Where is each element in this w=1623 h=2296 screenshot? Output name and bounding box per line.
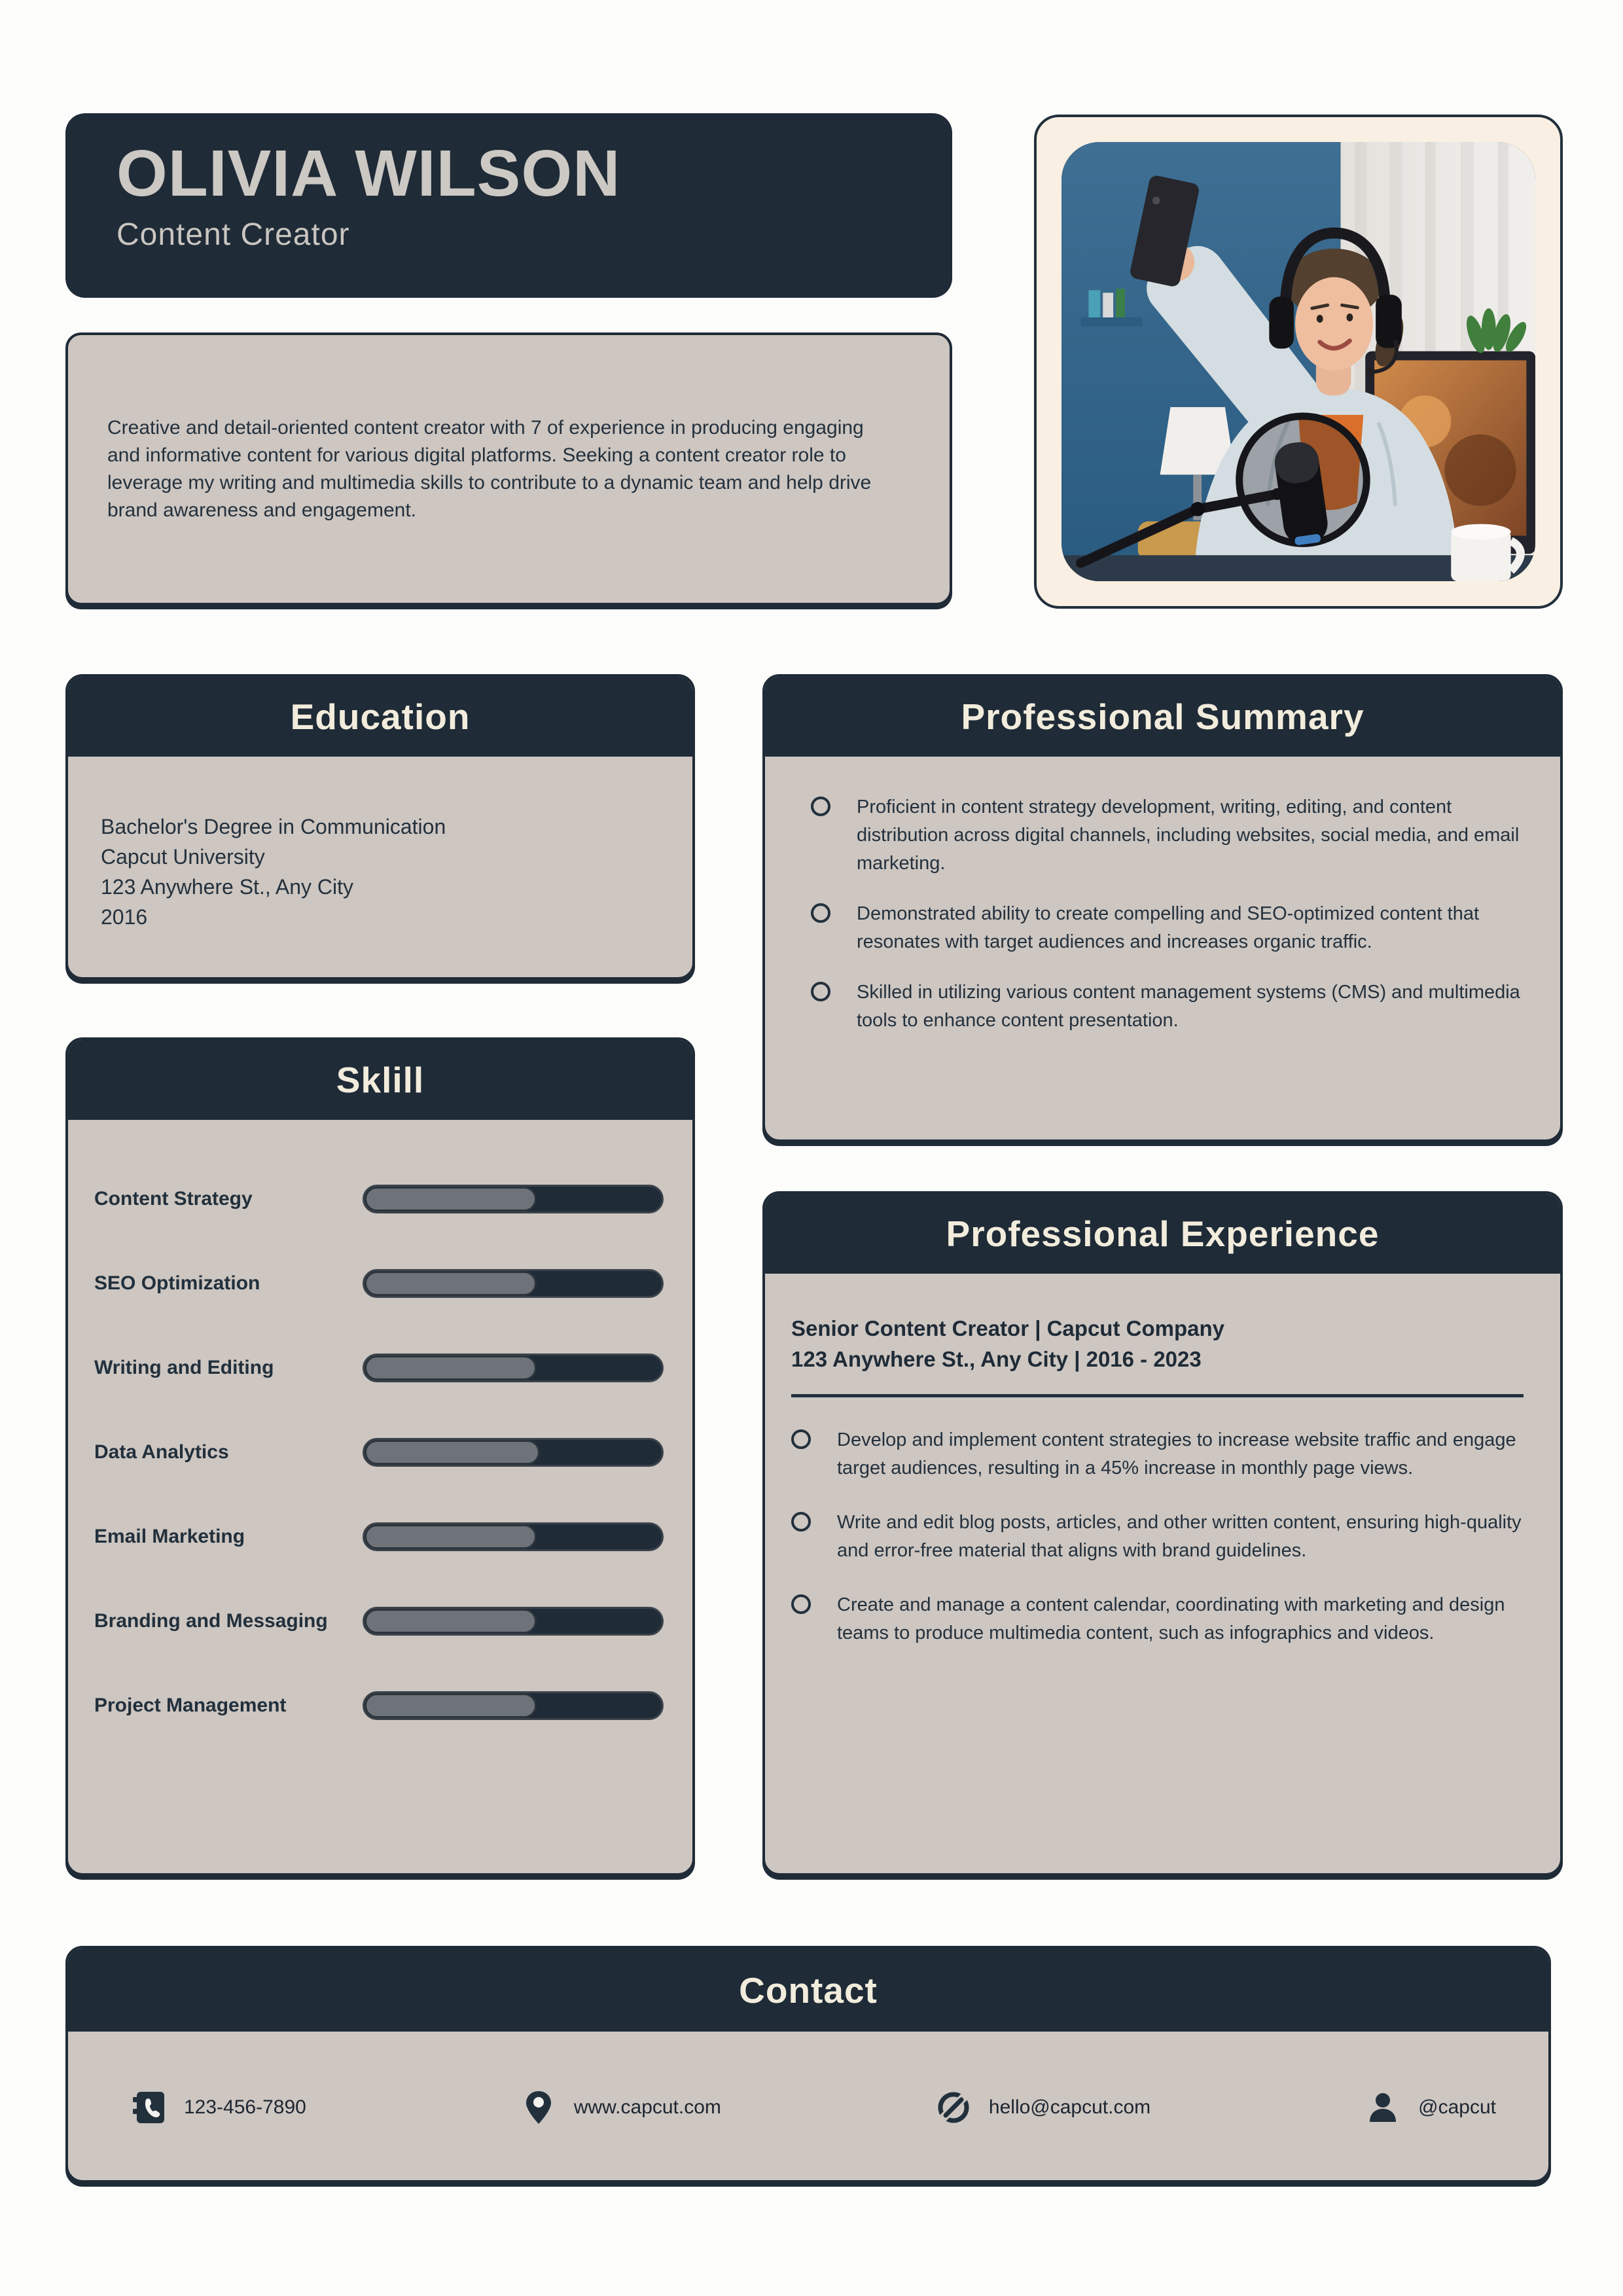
skill-label: Project Management — [94, 1694, 287, 1716]
education-title: Education — [290, 696, 471, 737]
contact-email-text: hello@capcut.com — [988, 2096, 1151, 2118]
contact-item-phone — [130, 2089, 306, 2126]
skill-bar-fill — [365, 1187, 537, 1211]
skill-bar — [363, 1269, 664, 1298]
contact-header — [68, 1948, 1548, 2032]
profile-photo-card — [1034, 115, 1563, 609]
skill-label: Email Marketing — [94, 1525, 245, 1547]
skill-bar — [363, 1185, 664, 1213]
contact-title: Contact — [739, 1969, 878, 2011]
experience-bullet — [791, 1591, 1529, 1647]
summary-bullet — [811, 793, 1526, 878]
professional-summary-title: Professional Summary — [961, 696, 1364, 737]
skill-bar — [363, 1354, 664, 1382]
location-icon — [520, 2089, 557, 2126]
summary-bullet-text: Proficient in content strategy development, writing, editing, and content distribution across digital channels, including websites, social media, and email marketing. — [857, 797, 1520, 874]
skill-label: Content Strategy — [94, 1187, 253, 1210]
professional-summary-card — [762, 674, 1563, 1142]
skills-title: Sklill — [336, 1060, 425, 1100]
skill-bar-fill — [365, 1609, 537, 1634]
summary-bullet — [811, 978, 1526, 1035]
skill-bar-fill — [365, 1693, 537, 1718]
experience-header — [765, 1194, 1560, 1274]
contact-body — [68, 2032, 1548, 2183]
skills-body — [68, 1120, 692, 1748]
skill-row — [94, 1325, 664, 1410]
skill-bar — [363, 1607, 664, 1636]
experience-meta: 123 Anywhere St., Any City | 2016 - 2023 — [791, 1347, 1202, 1371]
skill-bar-fill — [365, 1524, 537, 1549]
bullet-circle-icon — [811, 797, 830, 816]
contact-phone-text: 123-456-7890 — [184, 2096, 306, 2118]
experience-body — [765, 1274, 1560, 1647]
education-school: Capcut University — [101, 845, 265, 869]
user-icon — [1364, 2089, 1401, 2126]
contact-item-email — [935, 2089, 1150, 2126]
education-card — [65, 674, 695, 980]
contact-handle-text: @capcut — [1418, 2096, 1496, 2118]
experience-title: Professional Experience — [946, 1213, 1380, 1254]
contact-item-website — [520, 2089, 721, 2126]
person-job-title: Content Creator — [116, 217, 350, 252]
skill-bar — [363, 1522, 664, 1551]
skill-bar-fill — [365, 1271, 537, 1296]
experience-divider — [791, 1394, 1524, 1397]
intro-summary-text: Creative and detail-oriented content creator with 7 of experience in producing engaging and informative content for various digital platforms. Seeking a content creator role to leverage my writing and multimedia skills to contribute to a dynamic team and help drive brand awareness and engagement. — [107, 416, 872, 521]
experience-card — [762, 1191, 1563, 1876]
skill-bar-fill — [365, 1355, 537, 1380]
bullet-circle-icon — [811, 982, 830, 1001]
experience-bullet-text: Develop and implement content strategies to increase website traffic and engage target audiences, resulting in a 45% increase in monthly page views. — [837, 1429, 1516, 1479]
skill-bar — [363, 1438, 664, 1467]
skill-row — [94, 1494, 664, 1579]
skill-row — [94, 1579, 664, 1663]
skill-row — [94, 1410, 664, 1494]
experience-bullet-text: Write and edit blog posts, articles, and other written content, ensuring high-quality and error-free material that aligns with brand guidelines. — [837, 1512, 1522, 1561]
professional-summary-header — [765, 677, 1560, 757]
education-header — [68, 677, 692, 757]
experience-bullet — [791, 1426, 1529, 1482]
summary-bullet-text: Skilled in utilizing various content management systems (CMS) and multimedia tools to enhance content presentation. — [857, 982, 1520, 1031]
skill-bar — [363, 1691, 664, 1720]
experience-bullet-text: Create and manage a content calendar, coordinating with marketing and design teams to produce multimedia content, such as infographics and videos. — [837, 1594, 1505, 1643]
skill-row — [94, 1663, 664, 1748]
name-header-card — [65, 113, 952, 298]
experience-bullet — [791, 1509, 1529, 1565]
bullet-circle-icon — [791, 1594, 811, 1614]
link-icon — [935, 2089, 972, 2126]
skill-label: Data Analytics — [94, 1441, 229, 1463]
skill-label: Writing and Editing — [94, 1356, 274, 1378]
professional-summary-body — [765, 757, 1560, 1035]
bullet-circle-icon — [791, 1429, 811, 1449]
contact-item-handle — [1364, 2089, 1496, 2126]
profile-photo — [1061, 142, 1535, 581]
experience-role: Senior Content Creator | Capcut Company — [791, 1316, 1224, 1340]
education-address: 123 Anywhere St., Any City — [101, 875, 353, 899]
skills-header — [68, 1040, 692, 1120]
profile-photo-illustration — [1061, 142, 1535, 581]
bullet-circle-icon — [811, 903, 830, 923]
summary-bullet — [811, 900, 1526, 956]
contact-card — [65, 1946, 1551, 2183]
education-body — [68, 757, 692, 932]
skill-label: Branding and Messaging — [94, 1609, 328, 1632]
intro-summary-card — [65, 332, 952, 605]
education-year: 2016 — [101, 905, 148, 929]
person-name: OLIVIA WILSON — [116, 137, 621, 210]
contact-website-text: www.capcut.com — [573, 2096, 721, 2118]
skills-card — [65, 1037, 695, 1876]
bullet-circle-icon — [791, 1512, 811, 1532]
skill-label: SEO Optimization — [94, 1272, 260, 1294]
education-degree: Bachelor's Degree in Communication — [101, 815, 446, 838]
summary-bullet-text: Demonstrated ability to create compelling and SEO-optimized content that resonates with target audiences and increases organic traffic. — [857, 903, 1480, 952]
skill-row — [94, 1241, 664, 1325]
skill-row — [94, 1157, 664, 1241]
phone-icon — [130, 2089, 167, 2126]
skill-bar-fill — [365, 1440, 540, 1465]
